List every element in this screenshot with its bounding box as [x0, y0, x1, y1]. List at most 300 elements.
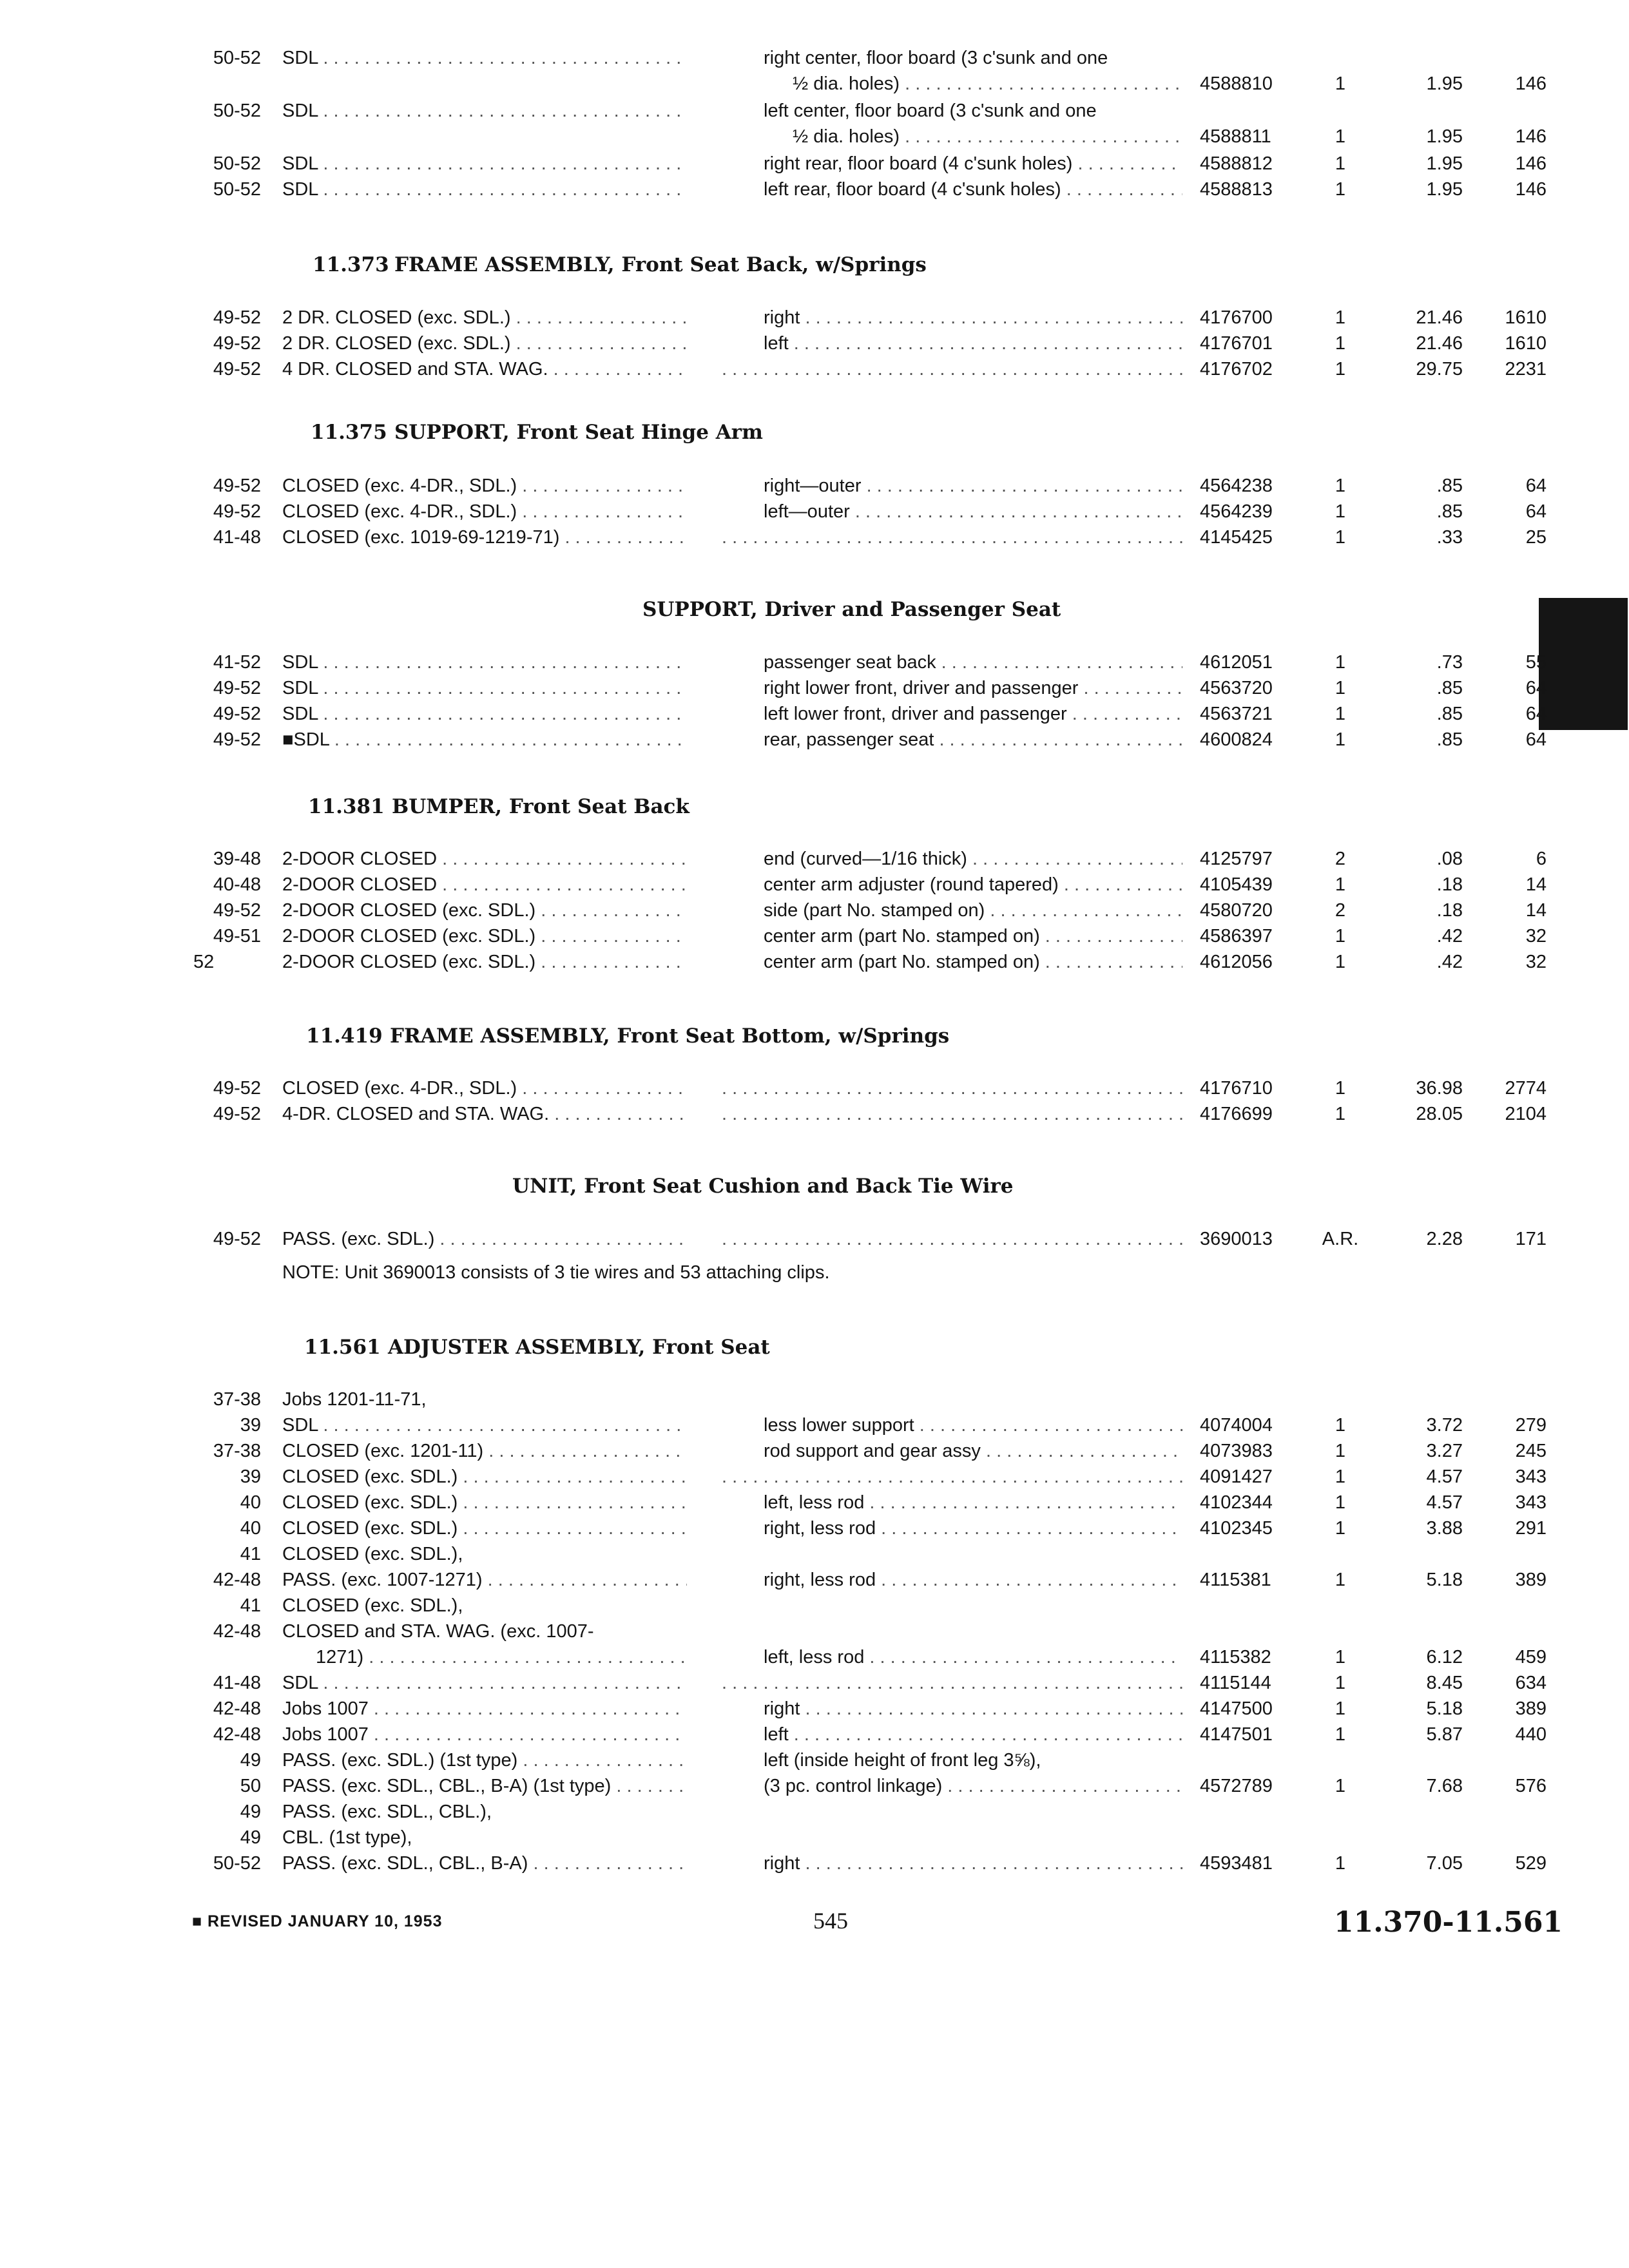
part-number: 4588810 — [1200, 73, 1273, 94]
model-application: 4-DR. CLOSED and STA. WAG. . . . — [282, 1101, 687, 1127]
model-application: PASS. (exc. SDL., CBL., B-A) (1st type) . . . — [282, 1773, 687, 1799]
model-years: 49-52 — [213, 501, 261, 522]
list-price: .08 — [1436, 849, 1463, 869]
section-title: ADJUSTER ASSEMBLY, Front Seat — [388, 1336, 770, 1359]
section-title: SUPPORT, Front Seat Hinge Arm — [394, 421, 763, 444]
part-number: 4102344 — [1200, 1492, 1273, 1513]
quantity: 1 — [1335, 1078, 1346, 1099]
model-years: 39-48 — [213, 849, 261, 869]
shipping-weight: 459 — [1515, 1647, 1547, 1667]
table-row — [0, 1644, 1629, 1670]
part-description: passenger seat back . . . — [764, 649, 1182, 675]
section-number: 11.561 — [304, 1336, 381, 1359]
quantity: 1 — [1335, 1673, 1346, 1693]
quantity: 1 — [1335, 153, 1346, 174]
list-price: .85 — [1436, 729, 1463, 750]
list-price: 5.87 — [1426, 1724, 1463, 1745]
model-application: PASS. (exc. SDL.) (1st type) . . . — [282, 1747, 687, 1773]
model-application: 2-DOOR CLOSED (exc. SDL.) . . . — [282, 949, 687, 975]
quantity: 1 — [1335, 952, 1346, 972]
shipping-weight: 171 — [1515, 1229, 1547, 1249]
model-years: 40-48 — [213, 874, 261, 895]
table-row — [0, 1799, 1629, 1825]
part-number: 4564239 — [1200, 501, 1273, 522]
shipping-weight: 64 — [1525, 704, 1547, 724]
part-description: ½ dia. holes) . . . — [793, 71, 1182, 97]
part-number: 4612051 — [1200, 652, 1273, 673]
list-price: 7.05 — [1426, 1853, 1463, 1874]
model-application: SDL . . . — [282, 701, 687, 727]
shipping-weight: 64 — [1525, 501, 1547, 522]
shipping-weight: 2104 — [1505, 1104, 1547, 1124]
section-title: FRAME ASSEMBLY, Front Seat Bottom, w/Springs — [390, 1024, 950, 1048]
model-application: 1271) . . . — [316, 1644, 687, 1670]
model-application: CLOSED (exc. SDL.) . . . — [282, 1515, 687, 1541]
table-row — [0, 1075, 1629, 1101]
shipping-weight: 389 — [1515, 1698, 1547, 1719]
model-application: 4 DR. CLOSED and STA. WAG. . . . — [282, 356, 687, 382]
part-number: 4074004 — [1200, 1415, 1273, 1436]
table-row — [0, 124, 1629, 149]
list-price: .18 — [1436, 874, 1463, 895]
shipping-weight: 146 — [1515, 153, 1547, 174]
part-number: 4564238 — [1200, 476, 1273, 496]
shipping-weight: 291 — [1515, 1518, 1547, 1539]
table-row — [0, 727, 1629, 753]
shipping-weight: 25 — [1525, 527, 1547, 548]
part-number: 4125797 — [1200, 849, 1273, 869]
quantity: 1 — [1335, 1441, 1346, 1461]
shipping-weight: 32 — [1525, 926, 1547, 947]
table-row — [0, 499, 1629, 524]
model-years: 41 — [240, 1544, 261, 1564]
model-application: CLOSED (exc. SDL.), — [282, 1544, 463, 1564]
part-description: (3 pc. control linkage) . . . — [764, 1773, 1182, 1799]
model-years: 49-52 — [213, 359, 261, 380]
table-row — [0, 177, 1629, 202]
list-price: 7.68 — [1426, 1776, 1463, 1796]
shipping-weight: 245 — [1515, 1441, 1547, 1461]
quantity: 1 — [1335, 1570, 1346, 1590]
model-years: 49-52 — [213, 678, 261, 698]
leader-dots — [722, 1464, 1182, 1490]
table-row — [0, 1541, 1629, 1567]
list-price: 36.98 — [1416, 1078, 1463, 1099]
revision-note: ■ REVISED JANUARY 10, 1953 — [192, 1912, 443, 1930]
leader-dots — [722, 1101, 1182, 1127]
part-description: end (curved—1/16 thick) . . . — [764, 846, 1182, 872]
quantity: 2 — [1335, 849, 1346, 869]
part-number: 4176702 — [1200, 359, 1273, 380]
model-years: 49-52 — [213, 900, 261, 921]
model-years: 39 — [240, 1466, 261, 1487]
part-number: 4588812 — [1200, 153, 1273, 174]
part-number: 4176700 — [1200, 307, 1273, 328]
shipping-weight: 634 — [1515, 1673, 1547, 1693]
quantity: 1 — [1335, 1776, 1346, 1796]
table-row — [0, 1619, 1629, 1644]
list-price: 2.28 — [1426, 1229, 1463, 1249]
model-years: 49-51 — [213, 926, 261, 947]
model-years: 49-52 — [213, 307, 261, 328]
model-years: 50-52 — [213, 48, 261, 68]
list-price: .85 — [1436, 501, 1463, 522]
model-years: 41 — [240, 1595, 261, 1616]
section-number: 11.381 — [308, 795, 385, 818]
table-row — [0, 1412, 1629, 1438]
model-application: PASS. (exc. SDL., CBL.), — [282, 1802, 492, 1822]
quantity: 1 — [1335, 476, 1346, 496]
part-description: less lower support . . . — [764, 1412, 1182, 1438]
list-price: .33 — [1436, 527, 1463, 548]
shipping-weight: 32 — [1525, 952, 1547, 972]
quantity: 1 — [1335, 1724, 1346, 1745]
section-title: FRAME ASSEMBLY, Front Seat Back, w/Springs — [394, 253, 927, 276]
shipping-weight: 14 — [1525, 900, 1547, 921]
list-price: .73 — [1436, 652, 1463, 673]
model-application: 2-DOOR CLOSED . . . — [282, 872, 687, 898]
table-row — [0, 1226, 1629, 1252]
model-years: 50-52 — [213, 153, 261, 174]
shipping-weight: 279 — [1515, 1415, 1547, 1436]
list-price: 8.45 — [1426, 1673, 1463, 1693]
model-years: 40 — [240, 1518, 261, 1539]
section-number: 11.419 — [306, 1024, 383, 1048]
list-price: 28.05 — [1416, 1104, 1463, 1124]
model-years: 39 — [240, 1415, 261, 1436]
quantity: 1 — [1335, 1466, 1346, 1487]
model-years: 41-48 — [213, 527, 261, 548]
part-number: 4563721 — [1200, 704, 1273, 724]
part-number: 4176710 — [1200, 1078, 1273, 1099]
model-application: CLOSED (exc. SDL.) . . . — [282, 1464, 687, 1490]
quantity: 1 — [1335, 729, 1346, 750]
part-number: 4147501 — [1200, 1724, 1273, 1745]
shipping-weight: 146 — [1515, 126, 1547, 147]
quantity: 1 — [1335, 1518, 1346, 1539]
list-price: 5.18 — [1426, 1570, 1463, 1590]
part-description: right . . . — [764, 1696, 1182, 1722]
model-years: 41-48 — [213, 1673, 261, 1693]
shipping-weight: 343 — [1515, 1492, 1547, 1513]
shipping-weight: 14 — [1525, 874, 1547, 895]
list-price: 21.46 — [1416, 307, 1463, 328]
part-number: 4115144 — [1200, 1673, 1271, 1693]
list-price: 6.12 — [1426, 1647, 1463, 1667]
model-years: 49 — [240, 1750, 261, 1771]
quantity: 1 — [1335, 527, 1346, 548]
part-description: left, less rod . . . — [764, 1644, 1182, 1670]
model-years: 49-52 — [213, 1078, 261, 1099]
quantity: A.R. — [1322, 1229, 1359, 1249]
shipping-weight: 64 — [1525, 476, 1547, 496]
shipping-weight: 6 — [1536, 849, 1547, 869]
shipping-weight: 389 — [1515, 1570, 1547, 1590]
section-note: NOTE: Unit 3690013 consists of 3 tie wires and 53 attaching clips. — [282, 1262, 830, 1283]
model-application: CLOSED (exc. 1201-11) . . . — [282, 1438, 687, 1464]
table-row — [0, 1670, 1629, 1696]
table-row — [0, 1850, 1629, 1876]
table-row — [0, 98, 1629, 124]
part-description: right, less rod . . . — [764, 1567, 1182, 1593]
quantity: 1 — [1335, 1853, 1346, 1874]
table-row — [0, 1101, 1629, 1127]
quantity: 1 — [1335, 926, 1346, 947]
model-years: 41-52 — [213, 652, 261, 673]
quantity: 1 — [1335, 307, 1346, 328]
quantity: 1 — [1335, 874, 1346, 895]
shipping-weight: 529 — [1515, 1853, 1547, 1874]
leader-dots — [722, 356, 1182, 382]
table-row — [0, 1464, 1629, 1490]
part-description: left lower front, driver and passenger . . . — [764, 701, 1182, 727]
table-row — [0, 1696, 1629, 1722]
section-range: 11.370-11.561 — [1334, 1906, 1563, 1939]
section-title: BUMPER, Front Seat Back — [392, 795, 689, 818]
part-number: 4147500 — [1200, 1698, 1273, 1719]
table-row — [0, 1593, 1629, 1619]
model-application: SDL . . . — [282, 1412, 687, 1438]
leader-dots — [722, 1226, 1182, 1252]
table-row — [0, 45, 1629, 71]
model-application: 2-DOOR CLOSED (exc. SDL.) . . . — [282, 923, 687, 949]
model-years: 49 — [240, 1802, 261, 1822]
model-application: SDL . . . — [282, 177, 687, 202]
model-application: 2-DOOR CLOSED (exc. SDL.) . . . — [282, 898, 687, 923]
table-row — [0, 305, 1629, 331]
list-price: 1.95 — [1426, 126, 1463, 147]
leader-dots — [722, 524, 1182, 550]
part-number: 4580720 — [1200, 900, 1273, 921]
quantity: 1 — [1335, 179, 1346, 200]
shipping-weight: 146 — [1515, 179, 1547, 200]
shipping-weight: 2774 — [1505, 1078, 1547, 1099]
part-number: 4115381 — [1200, 1570, 1271, 1590]
section-title: UNIT, Front Seat Cushion and Back Tie Wire — [512, 1175, 1014, 1198]
model-application: SDL . . . — [282, 151, 687, 177]
part-number: 4102345 — [1200, 1518, 1273, 1539]
list-price: 29.75 — [1416, 359, 1463, 380]
table-row — [0, 872, 1629, 898]
table-row — [0, 1438, 1629, 1464]
model-application: CLOSED (exc. 4-DR., SDL.) . . . — [282, 473, 687, 499]
part-description: left, less rod . . . — [764, 1490, 1182, 1515]
table-row — [0, 1387, 1629, 1412]
list-price: 5.18 — [1426, 1698, 1463, 1719]
part-number: 4612056 — [1200, 952, 1273, 972]
model-years: 50 — [240, 1776, 261, 1796]
model-years: 42-48 — [213, 1621, 261, 1642]
model-application: CLOSED (exc. 4-DR., SDL.) . . . — [282, 499, 687, 524]
part-description: center arm adjuster (round tapered) . . . — [764, 872, 1182, 898]
part-description: rear, passenger seat . . . — [764, 727, 1182, 753]
quantity: 1 — [1335, 1492, 1346, 1513]
list-price: 4.57 — [1426, 1466, 1463, 1487]
model-years: 50-52 — [213, 1853, 261, 1874]
part-description: right lower front, driver and passenger . . . — [764, 675, 1182, 701]
model-application: SDL . . . — [282, 675, 687, 701]
table-row — [0, 701, 1629, 727]
table-row — [0, 1515, 1629, 1541]
quantity: 1 — [1335, 1415, 1346, 1436]
part-description: left rear, floor board (4 c'sunk holes) . . . — [764, 177, 1182, 202]
model-years: 42-48 — [213, 1724, 261, 1745]
quantity: 1 — [1335, 126, 1346, 147]
part-number: 4588811 — [1200, 126, 1271, 147]
shipping-weight: 1610 — [1505, 307, 1547, 328]
shipping-weight: 1610 — [1505, 333, 1547, 354]
model-application: Jobs 1201-11-71, — [282, 1389, 427, 1410]
part-description: center arm (part No. stamped on) . . . — [764, 949, 1182, 975]
part-description: left—outer . . . — [764, 499, 1182, 524]
list-price: 1.95 — [1426, 153, 1463, 174]
part-description: left (inside height of front leg 3⅝), — [764, 1750, 1041, 1771]
part-description: rod support and gear assy . . . — [764, 1438, 1182, 1464]
part-description: right . . . — [764, 305, 1182, 331]
model-years: 49-52 — [213, 1104, 261, 1124]
list-price: .42 — [1436, 952, 1463, 972]
part-number: 4145425 — [1200, 527, 1273, 548]
list-price: .18 — [1436, 900, 1463, 921]
model-application: ■SDL . . . — [282, 727, 687, 753]
section-number: 11.373 — [313, 253, 389, 276]
part-number: 4073983 — [1200, 1441, 1273, 1461]
model-application: CBL. (1st type), — [282, 1827, 412, 1848]
quantity: 1 — [1335, 1698, 1346, 1719]
model-application: SDL . . . — [282, 98, 687, 124]
shipping-weight: 2231 — [1505, 359, 1547, 380]
part-number: 4115382 — [1200, 1647, 1271, 1667]
part-number: 4563720 — [1200, 678, 1273, 698]
table-row — [0, 949, 1629, 975]
leader-dots — [722, 1670, 1182, 1696]
shipping-weight: 576 — [1515, 1776, 1547, 1796]
model-application: CLOSED and STA. WAG. (exc. 1007- — [282, 1621, 594, 1642]
model-years: 42-48 — [213, 1570, 261, 1590]
list-price: .85 — [1436, 704, 1463, 724]
model-years: 40 — [240, 1492, 261, 1513]
table-row — [0, 473, 1629, 499]
model-application: Jobs 1007 . . . — [282, 1722, 687, 1747]
part-description: right rear, floor board (4 c'sunk holes) . . . — [764, 151, 1182, 177]
part-description: right . . . — [764, 1850, 1182, 1876]
model-application: 2 DR. CLOSED (exc. SDL.) . . . — [282, 331, 687, 356]
model-application: SDL . . . — [282, 649, 687, 675]
shipping-weight: 55 — [1525, 652, 1547, 673]
model-application: 2-DOOR CLOSED . . . — [282, 846, 687, 872]
quantity: 1 — [1335, 704, 1346, 724]
section-title: SUPPORT, Driver and Passenger Seat — [642, 598, 1061, 621]
part-description: right center, floor board (3 c'sunk and one — [764, 48, 1108, 68]
table-row — [0, 649, 1629, 675]
quantity: 1 — [1335, 359, 1346, 380]
shipping-weight: 343 — [1515, 1466, 1547, 1487]
table-row — [0, 675, 1629, 701]
model-years: 52 — [193, 952, 215, 972]
model-application: Jobs 1007 . . . — [282, 1696, 687, 1722]
quantity: 1 — [1335, 1104, 1346, 1124]
table-row — [0, 846, 1629, 872]
model-years: 37-38 — [213, 1441, 261, 1461]
table-row — [0, 1567, 1629, 1593]
quantity: 1 — [1335, 501, 1346, 522]
part-number: 4572789 — [1200, 1776, 1273, 1796]
model-years: 49 — [240, 1827, 261, 1848]
part-number: 4586397 — [1200, 926, 1273, 947]
quantity: 1 — [1335, 678, 1346, 698]
model-years: 37-38 — [213, 1389, 261, 1410]
quantity: 2 — [1335, 900, 1346, 921]
model-years: 49-52 — [213, 1229, 261, 1249]
shipping-weight: 64 — [1525, 729, 1547, 750]
shipping-weight: 64 — [1525, 678, 1547, 698]
table-row — [0, 524, 1629, 550]
shipping-weight: 146 — [1515, 73, 1547, 94]
table-row — [0, 71, 1629, 97]
quantity: 1 — [1335, 333, 1346, 354]
quantity: 1 — [1335, 73, 1346, 94]
part-description: left . . . — [764, 331, 1182, 356]
quantity: 1 — [1335, 1647, 1346, 1667]
page-number: 545 — [813, 1908, 848, 1934]
model-years: 49-52 — [213, 704, 261, 724]
model-application: SDL . . . — [282, 45, 687, 71]
model-years: 49-52 — [213, 476, 261, 496]
list-price: 21.46 — [1416, 333, 1463, 354]
part-number: 4176701 — [1200, 333, 1273, 354]
list-price: 1.95 — [1426, 179, 1463, 200]
model-application: CLOSED (exc. 4-DR., SDL.) . . . — [282, 1075, 687, 1101]
model-application: 2 DR. CLOSED (exc. SDL.) . . . — [282, 305, 687, 331]
shipping-weight: 440 — [1515, 1724, 1547, 1745]
part-number: 4091427 — [1200, 1466, 1273, 1487]
model-application: CLOSED (exc. 1019-69-1219-71) . . . — [282, 524, 687, 550]
model-years: 49-52 — [213, 333, 261, 354]
list-price: 3.88 — [1426, 1518, 1463, 1539]
list-price: 4.57 — [1426, 1492, 1463, 1513]
model-years: 50-52 — [213, 179, 261, 200]
list-price: .42 — [1436, 926, 1463, 947]
table-row — [0, 1722, 1629, 1747]
model-years: 42-48 — [213, 1698, 261, 1719]
list-price: .85 — [1436, 678, 1463, 698]
part-number: 4600824 — [1200, 729, 1273, 750]
list-price: 1.95 — [1426, 73, 1463, 94]
part-description: left . . . — [764, 1722, 1182, 1747]
part-number: 4105439 — [1200, 874, 1273, 895]
quantity: 1 — [1335, 652, 1346, 673]
model-application: PASS. (exc. 1007-1271) . . . — [282, 1567, 687, 1593]
table-row — [0, 356, 1629, 382]
model-application: PASS. (exc. SDL., CBL., B-A) . . . — [282, 1850, 687, 1876]
part-description: ½ dia. holes) . . . — [793, 124, 1182, 149]
part-number: 4593481 — [1200, 1853, 1273, 1874]
table-row — [0, 898, 1629, 923]
table-row — [0, 1747, 1629, 1773]
part-description: right, less rod . . . — [764, 1515, 1182, 1541]
table-row — [0, 1825, 1629, 1850]
model-years: 50-52 — [213, 101, 261, 121]
model-application: CLOSED (exc. SDL.) . . . — [282, 1490, 687, 1515]
table-row — [0, 1773, 1629, 1799]
table-row — [0, 923, 1629, 949]
part-number: 3690013 — [1200, 1229, 1273, 1249]
part-number: 4176699 — [1200, 1104, 1273, 1124]
model-application: PASS. (exc. SDL.) . . . — [282, 1226, 687, 1252]
table-row — [0, 1490, 1629, 1515]
part-number: 4588813 — [1200, 179, 1273, 200]
model-application: SDL . . . — [282, 1670, 687, 1696]
